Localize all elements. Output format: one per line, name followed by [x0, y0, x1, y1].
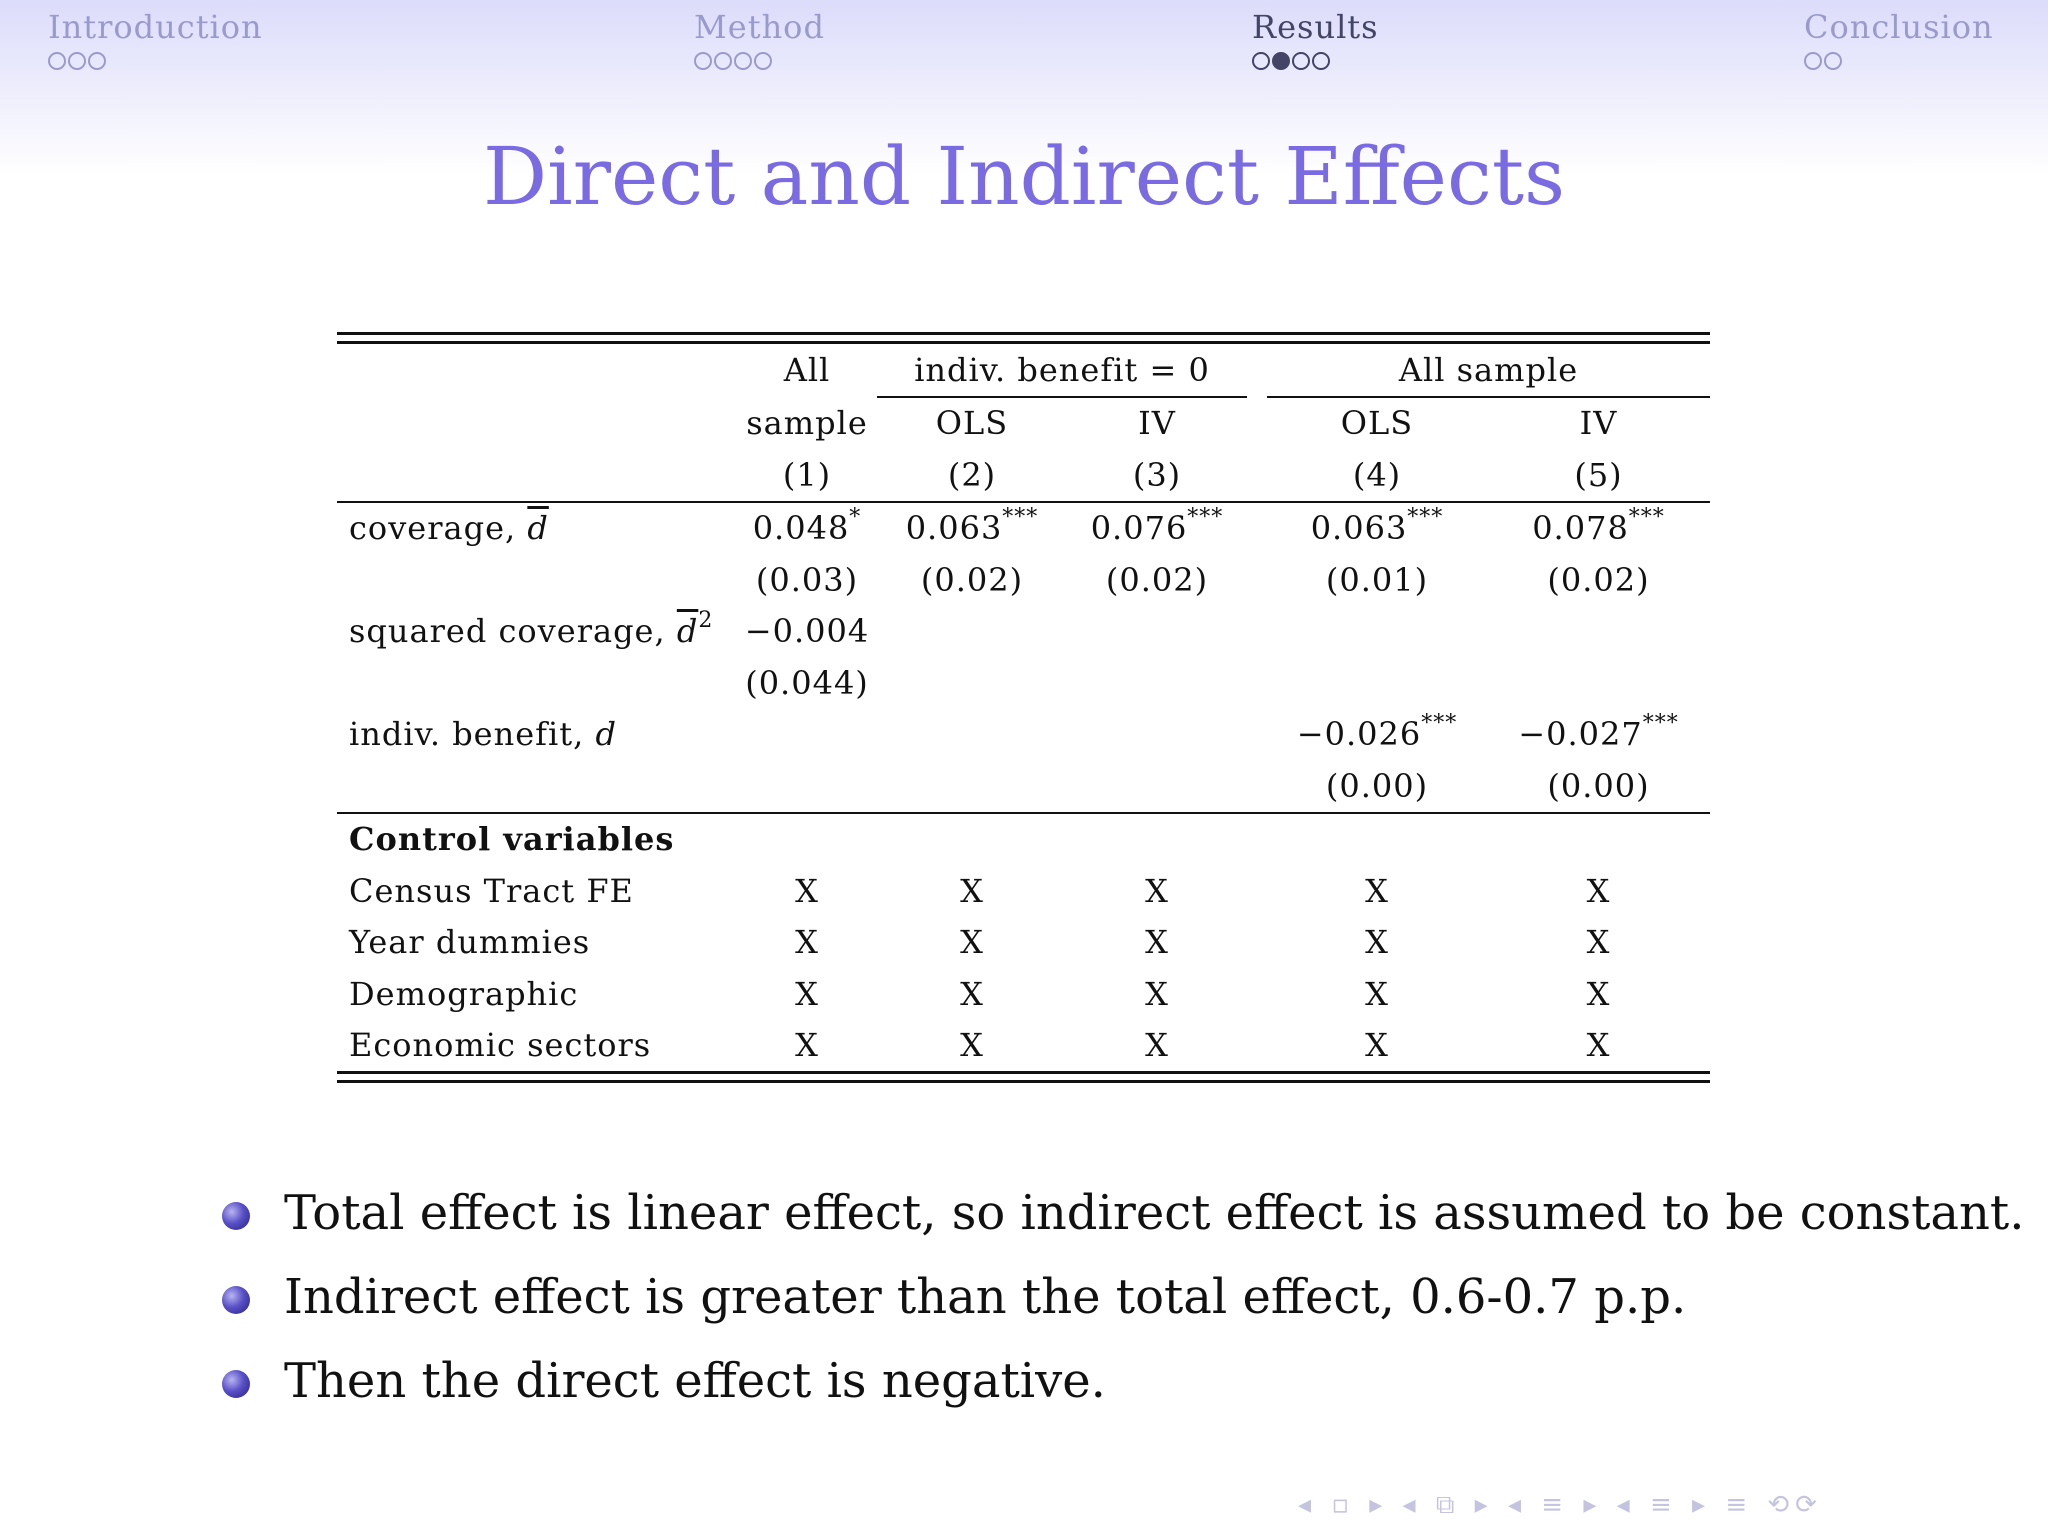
col-number: (5): [1574, 455, 1623, 494]
control-row: [337, 865, 1710, 917]
col1-header: All: [783, 351, 831, 390]
coef-cell: [1267, 502, 1487, 555]
control-mark: X: [1586, 1026, 1611, 1065]
controls-heading-row: [337, 813, 1710, 866]
control-row: [337, 917, 1710, 969]
nav-section-method[interactable]: [694, 8, 825, 70]
nav-dot[interactable]: [1252, 52, 1270, 70]
se-cell: (0.03): [755, 560, 859, 599]
nav-dots: [694, 52, 825, 70]
control-label: Year dummies: [349, 923, 591, 962]
nav-dot[interactable]: [734, 52, 752, 70]
bullet-ball-icon: [222, 1286, 250, 1314]
table-row: [337, 606, 1710, 658]
row-label-text: coverage,: [349, 509, 528, 548]
row-label-squared-coverage: [337, 606, 737, 658]
group-header-benefit-zero: indiv. benefit = 0: [877, 344, 1247, 397]
coef-cell: [1067, 502, 1247, 555]
nav-label[interactable]: Conclusion: [1804, 8, 1994, 46]
exponent: 2: [698, 608, 714, 634]
nav-dot[interactable]: [714, 52, 732, 70]
se-cell: (0.02): [1547, 560, 1650, 599]
row-label-text: squared coverage,: [349, 612, 677, 651]
regression-table: [337, 332, 1710, 1083]
significance-stars: ***: [1421, 711, 1458, 737]
control-mark: X: [795, 923, 819, 962]
significance-stars: *: [849, 505, 862, 531]
list-item: [222, 1180, 2024, 1264]
control-mark: X: [1365, 871, 1389, 910]
nav-dot[interactable]: [48, 52, 66, 70]
nav-label[interactable]: Introduction: [48, 8, 263, 46]
control-label: Demographic: [349, 974, 579, 1013]
se-cell: (0.044): [745, 663, 869, 702]
control-mark: X: [1586, 974, 1611, 1013]
control-mark: X: [960, 974, 984, 1013]
table-row: [337, 657, 1710, 709]
coef-value: 0.078: [1532, 509, 1629, 548]
nav-dots: [1804, 52, 1994, 70]
significance-stars: ***: [1407, 505, 1444, 531]
control-mark: X: [1586, 871, 1611, 910]
coef-value: −0.027: [1518, 715, 1643, 754]
control-row: [337, 968, 1710, 1020]
control-mark: X: [960, 923, 984, 962]
bullet-text: Indirect effect is greater than the total effect, 0.6-0.7 p.p.: [284, 1269, 1687, 1325]
col-number: (3): [1132, 455, 1182, 494]
table-row: [337, 760, 1710, 813]
bullet-ball-icon: [222, 1370, 250, 1398]
nav-dot[interactable]: [694, 52, 712, 70]
col-header-ols: OLS: [1340, 404, 1414, 443]
list-item: [222, 1348, 2024, 1432]
se-cell: (0.02): [1105, 560, 1209, 599]
coef-cell: [1487, 709, 1710, 761]
coef-cell: [737, 502, 877, 555]
nav-dot[interactable]: [1824, 52, 1842, 70]
se-cell: (0.02): [920, 560, 1024, 599]
nav-dot[interactable]: [1312, 52, 1330, 70]
control-mark: X: [1145, 871, 1169, 910]
bullet-text: Then the direct effect is negative.: [284, 1353, 1106, 1409]
group-header-all-sample: All sample: [1267, 344, 1710, 397]
nav-dots: [48, 52, 263, 70]
nav-label[interactable]: Method: [694, 8, 825, 46]
nav-dot[interactable]: [754, 52, 772, 70]
col-header-iv: IV: [1579, 404, 1618, 443]
nav-section-conclusion[interactable]: [1804, 8, 1994, 70]
coef-value: 0.063: [905, 509, 1003, 548]
nav-label[interactable]: Results: [1252, 8, 1379, 46]
col-number: (1): [782, 455, 832, 494]
control-mark: X: [1365, 974, 1389, 1013]
row-label-indiv-benefit: [337, 709, 737, 761]
slide-title: Direct and Indirect Effects: [482, 130, 1566, 223]
nav-section-results[interactable]: [1252, 8, 1379, 70]
beamer-navigation-symbols[interactable]: ◂ ▫ ▸ ◂ ⧉ ▸ ◂ ≡ ▸ ◂ ≡ ▸ ≡ ⟲⟳: [1298, 1490, 1823, 1520]
control-mark: X: [960, 871, 984, 910]
header-row: [337, 397, 1710, 450]
math-symbol: $\overline{d}$: [676, 612, 699, 651]
table-row: [337, 554, 1710, 606]
math-symbol: d: [595, 715, 617, 754]
table-row: [337, 709, 1710, 761]
control-mark: X: [960, 1026, 984, 1065]
coef-cell: [1267, 709, 1487, 761]
col1-header: sample: [746, 403, 868, 442]
bullet-list: [222, 1180, 2024, 1432]
list-item: [222, 1264, 2024, 1348]
header-row: [337, 344, 1710, 397]
col-header-ols: OLS: [935, 404, 1009, 443]
controls-heading: Control variables: [349, 820, 675, 859]
coef-value: 0.076: [1090, 509, 1188, 548]
coef-cell: [877, 502, 1067, 555]
coef-value: 0.048: [752, 509, 850, 548]
coef-cell: [1487, 502, 1710, 555]
col-number: (4): [1352, 455, 1402, 494]
row-label-coverage: [337, 502, 737, 555]
significance-stars: ***: [1187, 505, 1224, 531]
nav-dot-current[interactable]: [1272, 52, 1290, 70]
se-cell: (0.01): [1325, 560, 1429, 599]
control-label: Economic sectors: [349, 1026, 652, 1065]
control-mark: X: [1145, 974, 1169, 1013]
control-mark: X: [1586, 923, 1611, 962]
control-mark: X: [795, 871, 819, 910]
table-bottom-rule: [337, 1071, 1710, 1083]
control-label: Census Tract FE: [349, 871, 634, 910]
column-number-row: [337, 449, 1710, 502]
nav-dot[interactable]: [88, 52, 106, 70]
nav-section-introduction[interactable]: [48, 8, 263, 70]
coef-value: 0.063: [1310, 509, 1408, 548]
significance-stars: ***: [1628, 505, 1665, 531]
nav-dot[interactable]: [68, 52, 86, 70]
control-mark: X: [1365, 923, 1389, 962]
significance-stars: ***: [1642, 711, 1679, 737]
col-header-iv: IV: [1138, 404, 1176, 443]
control-mark: X: [1145, 1026, 1169, 1065]
control-mark: X: [795, 1026, 819, 1065]
table-top-rule: [337, 332, 1710, 344]
nav-dots: [1252, 52, 1379, 70]
bullet-ball-icon: [222, 1202, 250, 1230]
bullet-text: Total effect is linear effect, so indirect effect is assumed to be constant.: [284, 1185, 2025, 1241]
se-cell: (0.00): [1325, 766, 1429, 805]
col-number: (2): [947, 455, 997, 494]
coef-value: −0.026: [1296, 715, 1422, 754]
nav-dot[interactable]: [1804, 52, 1822, 70]
significance-stars: ***: [1002, 505, 1039, 531]
row-label-text: indiv. benefit,: [349, 715, 596, 754]
math-symbol: $\overline{d}$: [527, 509, 549, 548]
control-mark: X: [795, 974, 819, 1013]
nav-dot[interactable]: [1292, 52, 1310, 70]
se-cell: (0.00): [1547, 766, 1650, 805]
control-row: [337, 1020, 1710, 1072]
coef-cell: −0.004: [744, 612, 870, 651]
table-row: [337, 502, 1710, 555]
control-mark: X: [1145, 923, 1169, 962]
control-mark: X: [1365, 1026, 1389, 1065]
